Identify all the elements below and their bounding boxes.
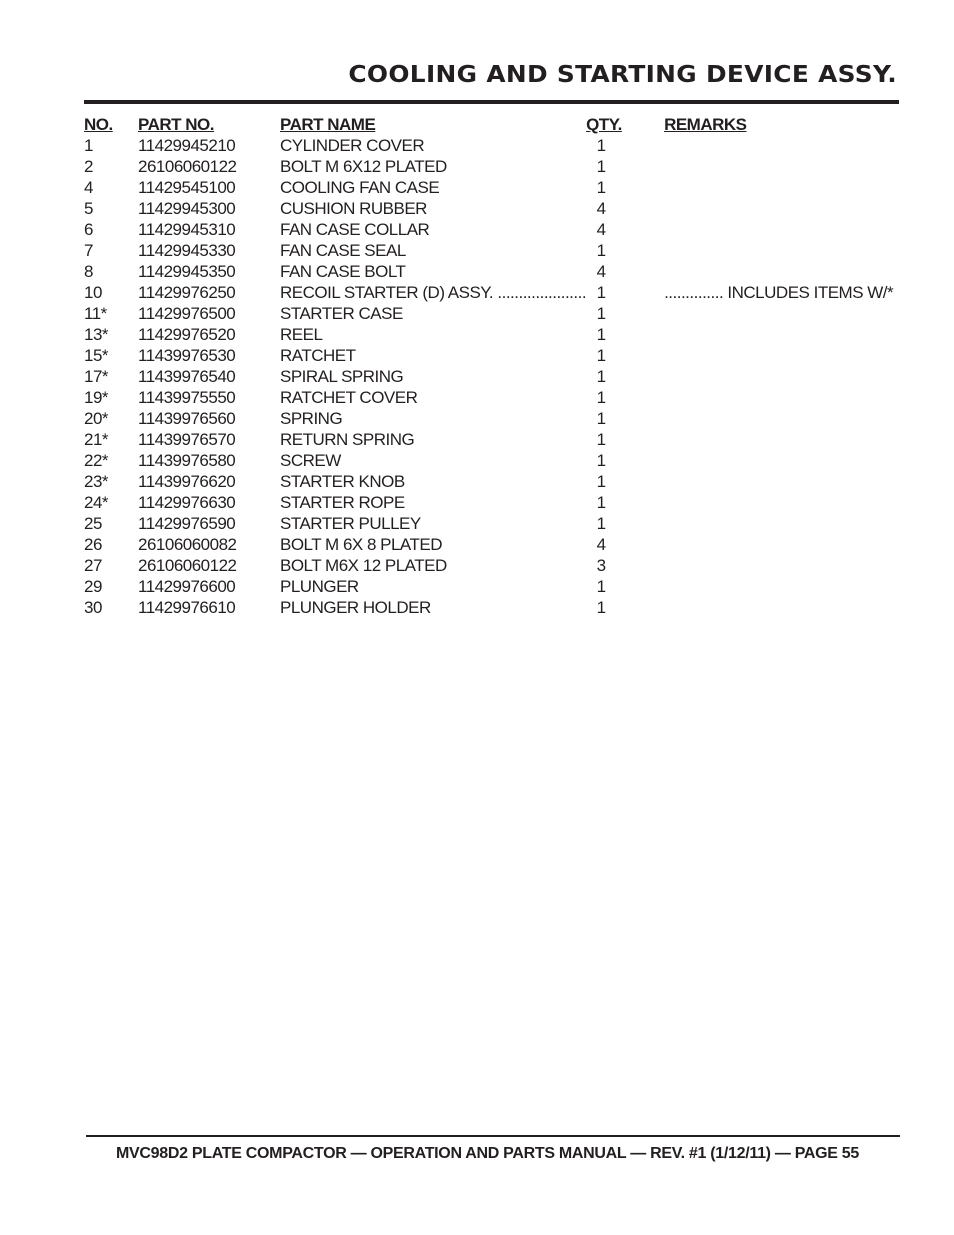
parts-table	[84, 114, 904, 618]
table-row	[84, 492, 904, 513]
remarks-cell	[664, 198, 904, 219]
part-name-cell: REEL	[280, 325, 323, 344]
qty-value: 1	[596, 451, 606, 470]
part-number-index: 21*	[84, 430, 109, 449]
remarks-cell	[664, 429, 904, 450]
qty-value: 1	[596, 472, 606, 491]
qty-cell	[586, 219, 664, 240]
qty-value: 1	[596, 241, 606, 260]
part-number-index: 27	[84, 556, 102, 575]
part-no-cell: 11429976590	[138, 514, 236, 533]
part-name-cell: STARTER ROPE	[280, 493, 405, 512]
remarks-cell	[664, 555, 904, 576]
part-name-cell: BOLT M 6X12 PLATED	[280, 157, 447, 176]
qty-value: 1	[596, 430, 606, 449]
part-no-cell: 11429545100	[138, 178, 236, 197]
qty-value: 1	[596, 577, 606, 596]
remarks-cell	[664, 177, 904, 198]
table-header-row	[84, 114, 904, 135]
part-no-cell: 11429976610	[138, 598, 236, 617]
qty-cell	[586, 324, 664, 345]
part-name-cell: RECOIL STARTER (D) ASSY. .....................	[280, 283, 587, 302]
part-number-index: 4	[84, 178, 93, 197]
part-no-cell: 11429976250	[138, 283, 236, 302]
table-row	[84, 198, 904, 219]
qty-cell	[586, 366, 664, 387]
page-footer: MVC98D2 PLATE COMPACTOR — OPERATION AND PARTS MANUAL — REV. #1 (1/12/11) — PAGE 55	[116, 1145, 859, 1162]
qty-cell	[586, 597, 664, 618]
header-part-no: PART NO.	[138, 115, 214, 134]
qty-value: 3	[596, 556, 606, 575]
part-name-cell: PLUNGER HOLDER	[280, 598, 431, 617]
part-no-cell: 11439976570	[138, 430, 236, 449]
qty-cell	[586, 261, 664, 282]
qty-cell	[586, 156, 664, 177]
qty-cell	[586, 303, 664, 324]
part-number-index: 29	[84, 577, 102, 596]
qty-value: 4	[596, 262, 606, 281]
part-name-cell: PLUNGER	[280, 577, 359, 596]
table-row	[84, 261, 904, 282]
remarks-cell	[664, 471, 904, 492]
part-name-cell: RATCHET COVER	[280, 388, 418, 407]
part-no-cell: 11429976600	[138, 577, 236, 596]
table-row	[84, 135, 904, 156]
table-row	[84, 240, 904, 261]
table-row	[84, 408, 904, 429]
header-no: NO.	[84, 115, 113, 134]
qty-value: 4	[596, 220, 606, 239]
qty-value: 1	[596, 346, 606, 365]
remarks-cell	[664, 156, 904, 177]
table-row	[84, 177, 904, 198]
table-row	[84, 387, 904, 408]
table-row	[84, 429, 904, 450]
qty-cell	[586, 492, 664, 513]
part-name-cell: STARTER PULLEY	[280, 514, 421, 533]
header-remarks: REMARKS	[664, 115, 747, 134]
qty-cell	[586, 450, 664, 471]
part-no-cell: 26106060122	[138, 556, 237, 575]
qty-cell	[586, 345, 664, 366]
remarks-cell: .............. INCLUDES ITEMS W/*	[664, 283, 894, 302]
part-no-cell: 11439976620	[138, 472, 236, 491]
part-name-cell: FAN CASE COLLAR	[280, 220, 430, 239]
part-no-cell: 11429976630	[138, 493, 236, 512]
qty-cell	[586, 177, 664, 198]
table-row	[84, 576, 904, 597]
part-number-index: 26	[84, 535, 102, 554]
remarks-cell	[664, 366, 904, 387]
table-row	[84, 513, 904, 534]
part-number-index: 17*	[84, 367, 109, 386]
qty-cell	[586, 282, 664, 303]
part-number-index: 8	[84, 262, 93, 281]
table-row	[84, 219, 904, 240]
part-no-cell: 11439976560	[138, 409, 236, 428]
qty-value: 1	[596, 598, 606, 617]
part-number-index: 19*	[84, 388, 109, 407]
part-number-index: 20*	[84, 409, 109, 428]
title-rule	[84, 100, 899, 104]
table-row	[84, 282, 904, 303]
qty-cell	[586, 198, 664, 219]
remarks-cell	[664, 345, 904, 366]
part-number-index: 11*	[84, 304, 107, 323]
header-qty: QTY.	[586, 115, 622, 134]
part-no-cell: 26106060122	[138, 157, 237, 176]
qty-value: 4	[596, 535, 606, 554]
qty-value: 1	[596, 409, 606, 428]
part-no-cell: 11439976530	[138, 346, 236, 365]
part-no-cell: 11429945310	[138, 220, 236, 239]
part-number-index: 13*	[84, 325, 109, 344]
part-number-index: 6	[84, 220, 93, 239]
remarks-cell	[664, 219, 904, 240]
table-row	[84, 345, 904, 366]
qty-value: 1	[596, 157, 606, 176]
part-name-cell: SPIRAL SPRING	[280, 367, 404, 386]
part-no-cell: 11439976540	[138, 367, 236, 386]
qty-cell	[586, 387, 664, 408]
part-number-index: 5	[84, 199, 93, 218]
part-number-index: 30	[84, 598, 102, 617]
remarks-cell	[664, 240, 904, 261]
part-no-cell: 11439975550	[138, 388, 236, 407]
part-name-cell: SCREW	[280, 451, 341, 470]
remarks-cell	[664, 387, 904, 408]
qty-cell	[586, 135, 664, 156]
table-row	[84, 156, 904, 177]
part-name-cell: STARTER CASE	[280, 304, 403, 323]
qty-value: 4	[596, 199, 606, 218]
qty-cell	[586, 408, 664, 429]
part-number-index: 1	[84, 136, 93, 155]
part-number-index: 15*	[84, 346, 109, 365]
table-row	[84, 555, 904, 576]
part-number-index: 22*	[84, 451, 109, 470]
remarks-cell	[664, 534, 904, 555]
part-name-cell: CYLINDER COVER	[280, 136, 425, 155]
parts-table-body	[84, 135, 904, 618]
part-name-cell: STARTER KNOB	[280, 472, 405, 491]
qty-value: 1	[596, 514, 606, 533]
qty-value: 1	[596, 325, 606, 344]
remarks-cell	[664, 303, 904, 324]
table-row	[84, 366, 904, 387]
qty-value: 1	[596, 367, 606, 386]
qty-value: 1	[596, 388, 606, 407]
part-name-cell: RETURN SPRING	[280, 430, 415, 449]
part-name-cell: FAN CASE BOLT	[280, 262, 406, 281]
table-row	[84, 450, 904, 471]
part-no-cell: 11429945300	[138, 199, 236, 218]
qty-cell	[586, 513, 664, 534]
part-no-cell: 11439976580	[138, 451, 236, 470]
remarks-cell	[664, 408, 904, 429]
part-name-cell: FAN CASE SEAL	[280, 241, 406, 260]
part-no-cell: 11429976500	[138, 304, 236, 323]
part-number-index: 25	[84, 514, 102, 533]
part-name-cell: BOLT M6X 12 PLATED	[280, 556, 447, 575]
remarks-cell	[664, 135, 904, 156]
part-name-cell: RATCHET	[280, 346, 356, 365]
remarks-cell	[664, 324, 904, 345]
qty-cell	[586, 576, 664, 597]
part-number-index: 24*	[84, 493, 109, 512]
part-no-cell: 11429976520	[138, 325, 236, 344]
table-row	[84, 534, 904, 555]
part-name-cell: CUSHION RUBBER	[280, 199, 427, 218]
part-no-cell: 26106060082	[138, 535, 237, 554]
qty-cell	[586, 240, 664, 261]
part-no-cell: 11429945330	[138, 241, 236, 260]
part-name-cell: COOLING FAN CASE	[280, 178, 440, 197]
page-title: COOLING AND STARTING DEVICE ASSY.	[348, 62, 897, 88]
part-name-cell: SPRING	[280, 409, 343, 428]
qty-value: 1	[596, 493, 606, 512]
part-number-index: 2	[84, 157, 93, 176]
remarks-cell	[664, 513, 904, 534]
qty-value: 1	[596, 136, 606, 155]
footer-rule	[86, 1135, 900, 1137]
qty-cell	[586, 471, 664, 492]
part-number-index: 7	[84, 241, 93, 260]
part-number-index: 23*	[84, 472, 109, 491]
qty-cell	[586, 429, 664, 450]
header-part-name: PART NAME	[280, 115, 376, 134]
part-number-index: 10	[84, 283, 102, 302]
remarks-cell	[664, 576, 904, 597]
part-no-cell: 11429945350	[138, 262, 236, 281]
part-name-cell: BOLT M 6X 8 PLATED	[280, 535, 443, 554]
table-row	[84, 303, 904, 324]
qty-value: 1	[596, 304, 606, 323]
qty-value: 1	[596, 283, 606, 302]
remarks-cell	[664, 261, 904, 282]
table-row	[84, 597, 904, 618]
qty-cell	[586, 534, 664, 555]
part-no-cell: 11429945210	[138, 136, 236, 155]
remarks-cell	[664, 450, 904, 471]
qty-cell	[586, 555, 664, 576]
table-row	[84, 471, 904, 492]
qty-value: 1	[596, 178, 606, 197]
table-row	[84, 324, 904, 345]
remarks-cell	[664, 597, 904, 618]
remarks-cell	[664, 492, 904, 513]
